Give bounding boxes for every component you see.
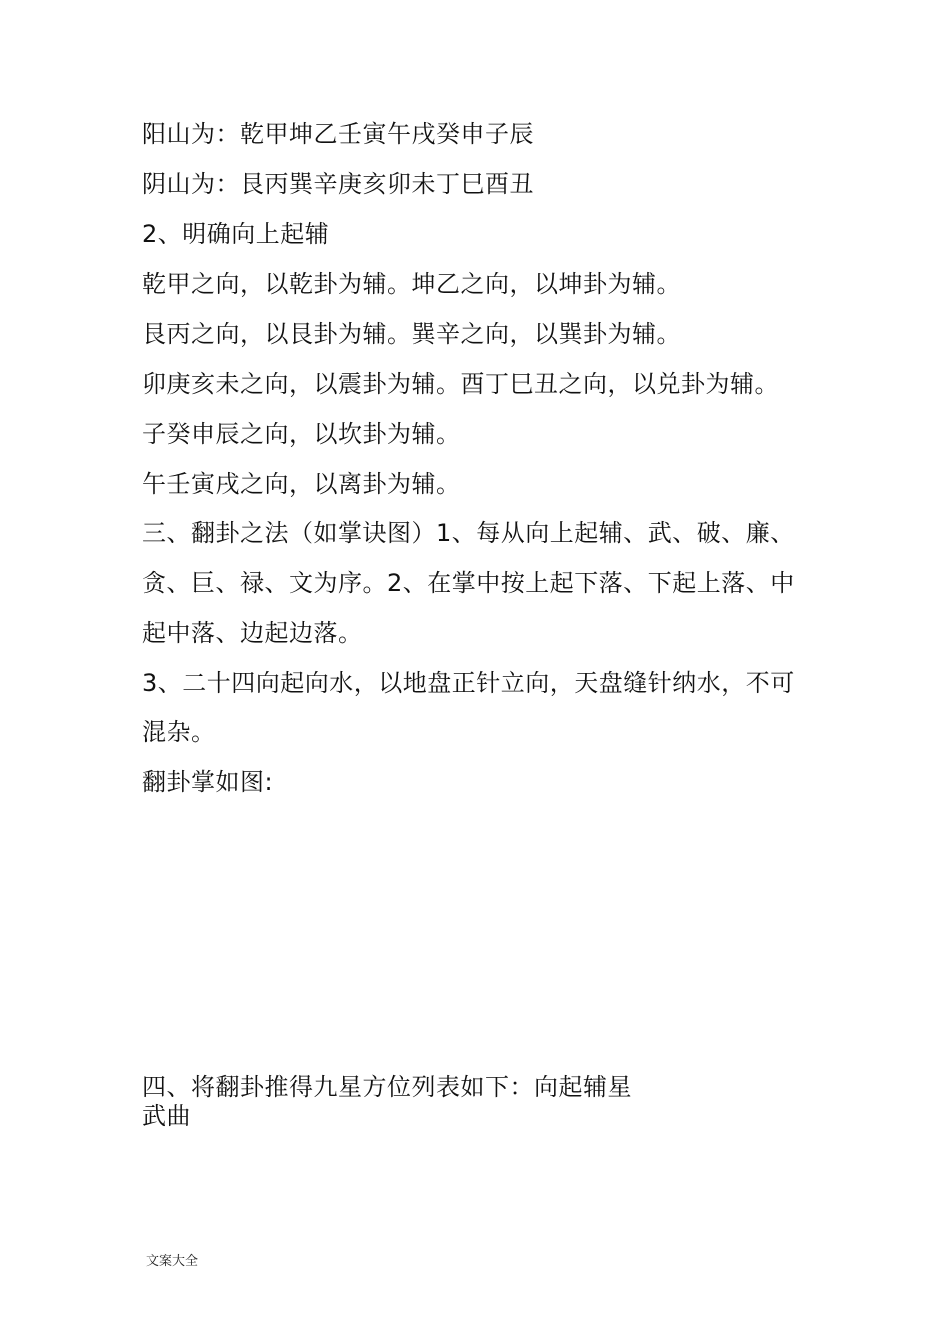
- text-line: 起中落、边起边落。: [142, 619, 363, 647]
- text-line: 阳山为：乾甲坤乙壬寅午戌癸申子辰: [142, 120, 534, 148]
- text-line: 混杂。: [142, 718, 216, 746]
- text-line: 武曲: [142, 1102, 191, 1130]
- section-heading: 2、明确向上起辅: [142, 220, 330, 248]
- text-line: 贪、巨、禄、文为序。2、在掌中按上起下落、下起上落、中: [142, 569, 795, 597]
- page-footer: 文案大全: [146, 1254, 199, 1269]
- text-line: 阴山为：艮丙巽辛庚亥卯未丁巳酉丑: [142, 170, 534, 198]
- text-line: 乾甲之向，以乾卦为辅。坤乙之向，以坤卦为辅。: [142, 270, 681, 298]
- figure-caption: 翻卦掌如图:: [142, 768, 274, 796]
- text-line: 三、翻卦之法（如掌诀图）1、每从向上起辅、武、破、廉、: [142, 519, 795, 547]
- text-line: 艮丙之向，以艮卦为辅。巽辛之向，以巽卦为辅。: [142, 320, 681, 348]
- section-heading: 四、将翻卦推得九星方位列表如下：向起辅星: [142, 1073, 632, 1101]
- text-line: 卯庚亥未之向，以震卦为辅。酉丁巳丑之向，以兑卦为辅。: [142, 370, 779, 398]
- text-line: 子癸申辰之向，以坎卦为辅。: [142, 420, 461, 448]
- text-line: 午壬寅戌之向，以离卦为辅。: [142, 470, 461, 498]
- text-line: 3、二十四向起向水，以地盘正针立向，天盘缝针纳水，不可: [142, 669, 795, 697]
